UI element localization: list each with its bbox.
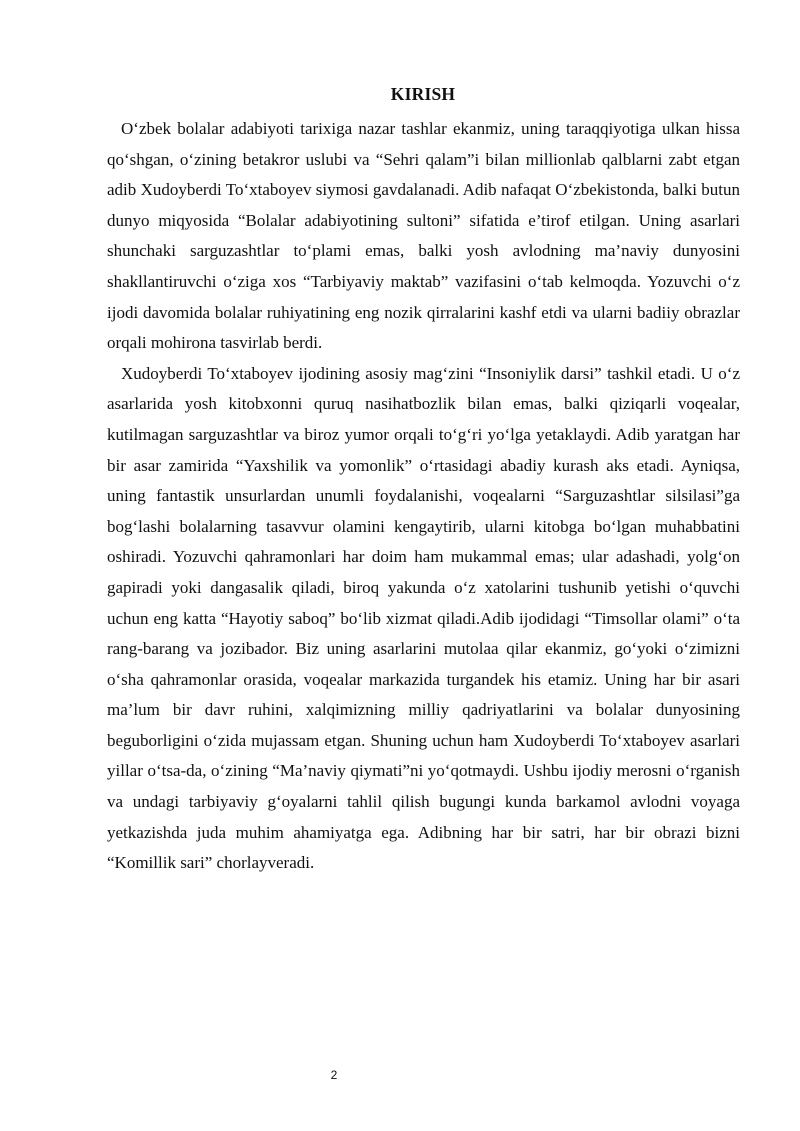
paragraph: Xudoyberdi To‘xtaboyev ijodining asosiy mag‘zini “Insoniylik darsi” tashkil etadi. U o‘z asarlarida yosh kitobxonni quruq nasihatbozlik bilan emas, balki qiziqarli voqealar, kutilmagan sarguzashtlar va biroz yumor orqali to‘g‘ri yo‘lga yetaklaydi. Adib yaratgan har bir asar zamirida “Yaxshilik va yomonlik” o‘rtasidagi abadiy kurash aks etadi. Ayniqsa, uning fantastik unsurlardan unumli foydalanishi, voqealarni “Sarguzashtlar silsilasi”ga bog‘lashi bolalarning tasavvur olamini kengaytirib, ularni kitobga bo‘lgan muhabbatini oshiradi. Yozuvchi qahramonlari har doim ham mukammal emas; ular adashadi, yolg‘on gapiradi yoki dangasalik qiladi, biroq yakunda o‘z xatolarini tushunib yetishi o‘quvchi uchun eng katta “Hayotiy saboq” bo‘lib xizmat qiladi.Adib ijodidagi “Timsollar olami” o‘ta rang-barang va jozibador. Biz uning asarlarini mutolaa qilar ekanmiz, go‘yoki o‘zimizni o‘sha qahramonlar orasida, voqealar markazida turgandek his etamiz. Uning har bir asari ma’lum bir davr ruhini, xalqimizning milliy qadriyatlarini va bolalar dunyosining beguborligini o‘zida mujassam etgan. Shuning uchun ham Xudoyberdi To‘xtaboyev asarlari yillar o‘tsa-da, o‘zining “Ma’naviy qiymati”ni yo‘qotmaydi. Ushbu ijodiy merosni o‘rganish va undagi tarbiyaviy g‘oyalarni tahlil qilish bugungi kunda barkamol avlodni voyaga yetkazishda juda muhim ahamiyatga ega. Adibning har bir satri, har bir obrazi bizni “Komillik sari” chorlayveradi. bbox=[107, 363, 740, 873]
page-title: KIRISH bbox=[390, 84, 456, 104]
paragraph: O‘zbek bolalar adabiyoti tarixiga nazar tashlar ekanmiz, uning taraqqiyotiga ulkan hissa qo‘shgan, o‘zining betakror uslubi va “Sehri qalam”i bilan millionlab qalblarni zabt etgan adib Xudoyberdi To‘xtaboyev siymosi gavdalanadi. Adib nafaqat O‘zbekistonda, balki butun dunyo miqyosida “Bolalar adabiyotining sultoni” sifatida e’tirof etilgan. Uning asarlari shunchaki sarguzashtlar to‘plami emas, balki yosh avlodning ma’naviy dunyosini shakllantiruvchi o‘ziga xos “Tarbiyaviy maktab” vazifasini o‘tab kelmoqda. Yozuvchi o‘z ijodi davomida bolalar ruhiyatining eng nozik qirralarini kashf etdi va ularni badiiy obrazlar orqali mohirona tasvirlab berdi. bbox=[107, 119, 740, 353]
page-number: 2 bbox=[330, 1068, 338, 1082]
body-text bbox=[107, 114, 740, 879]
